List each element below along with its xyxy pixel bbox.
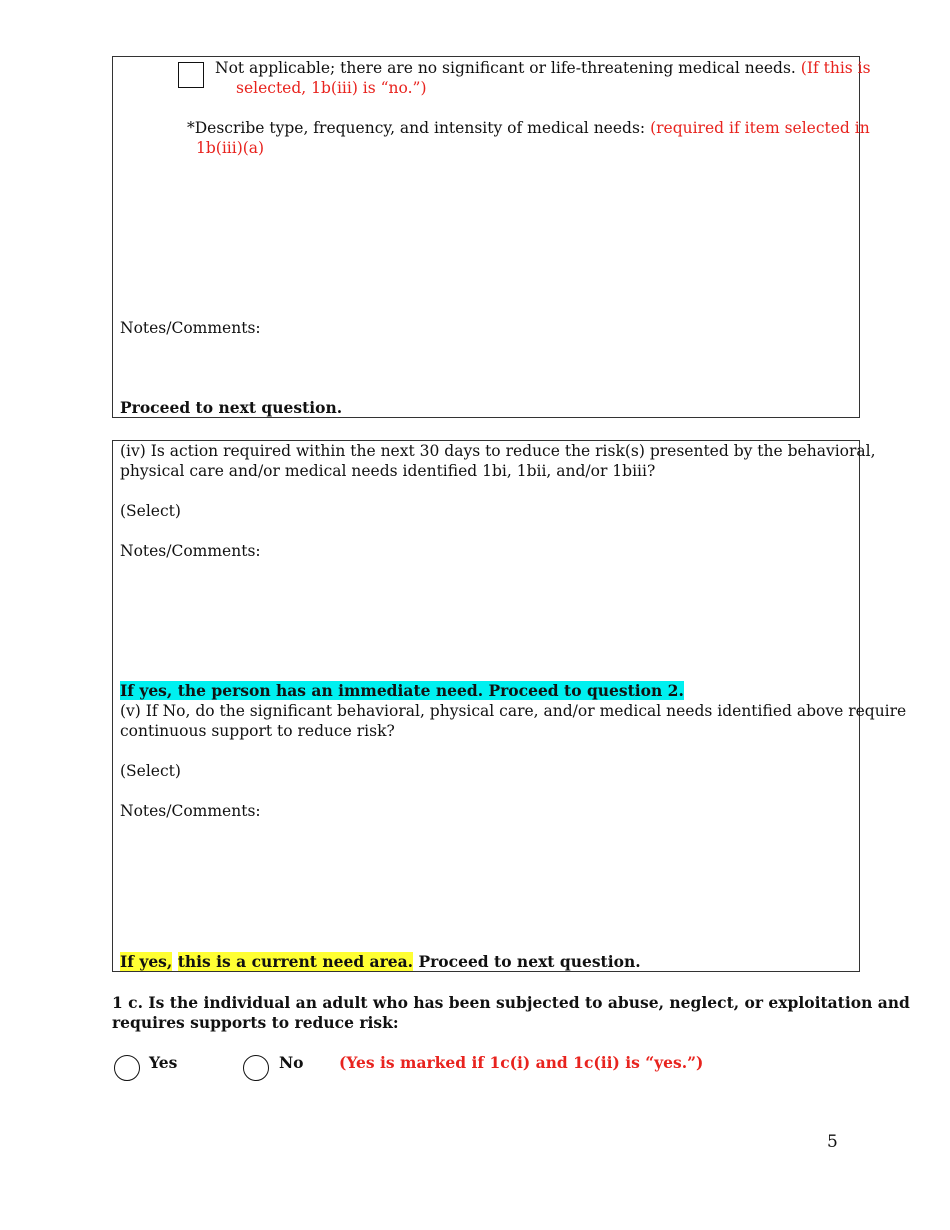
immediate-need-banner: If yes, the person has an immediate need. Proceed to question 2. [120,681,684,700]
proceed-next-question: Proceed to next question. [120,398,343,417]
question-iv-notes-label: Notes/Comments: [120,542,261,560]
current-need-banner: If yes, this is a current need area. Proceed to next question. [120,952,641,971]
yes-radio[interactable] [114,1055,140,1081]
no-label: No [279,1053,304,1072]
not-applicable-label: Not applicable; there are no significant or life-threatening medical needs. (If this is [215,59,871,77]
question-1c-text: 1 c. Is the individual an adult who has been subjected to abuse, neglect, or exploitation and requires supports to reduce risk: [112,993,910,1032]
notes-comments-label: Notes/Comments: [120,319,261,337]
question-iv-text: (iv) Is action required within the next 30 days to reduce the risk(s) presented by the behavioral, physical care and/or medical needs identified 1bi, 1bii, and/or 1biii? [120,442,876,480]
medical-needs-section [112,56,860,418]
yes-marked-note: (Yes is marked if 1c(i) and 1c(ii) is “yes.”) [339,1053,704,1072]
no-radio[interactable] [243,1055,269,1081]
describe-medical-needs-label: *Describe type, frequency, and intensity of medical needs: (required if item selected in [187,119,870,137]
describe-medical-needs-note: 1b(iii)(a) [196,139,265,157]
question-v-notes-label: Notes/Comments: [120,802,261,820]
not-applicable-note: selected, 1b(iii) is “no.”) [236,79,427,97]
question-v-text: (v) If No, do the significant behavioral, physical care, and/or medical needs identified above require continuous support to reduce risk? [120,702,907,740]
question-v-select[interactable]: (Select) [120,762,181,780]
yes-label: Yes [149,1053,178,1072]
question-iv-select[interactable]: (Select) [120,502,181,520]
not-applicable-checkbox[interactable] [178,62,204,88]
page-number: 5 [827,1132,838,1152]
